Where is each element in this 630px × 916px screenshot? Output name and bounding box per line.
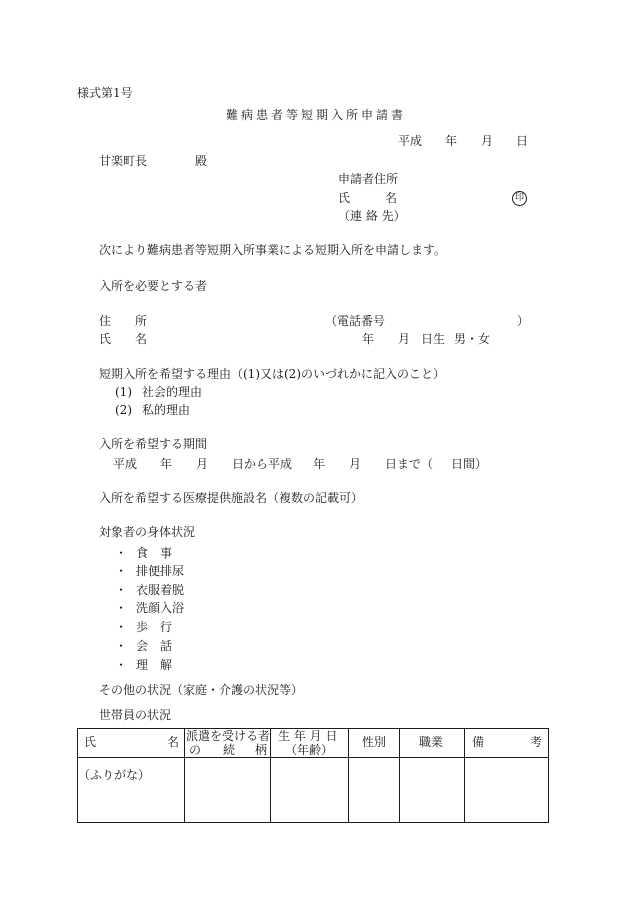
col-relation-header — [185, 729, 271, 758]
period-from-era: 平成 — [113, 457, 138, 471]
household-remarks-cell[interactable] — [465, 758, 549, 823]
physical-heading: 対象者の身体状況 — [99, 525, 196, 539]
period-heading: 入所を希望する期間 — [99, 437, 208, 451]
household-row — [78, 758, 549, 823]
intro-text: 次により難病患者等短期入所事業による短期入所を申請します。 — [99, 243, 447, 257]
reason-option-2-num: (2) — [115, 403, 132, 417]
col-job-label: 職業 — [419, 735, 444, 749]
col-relation-line2b: 続 — [223, 743, 236, 757]
person-address-label-1: 住 — [99, 314, 112, 328]
physical-bullet: ・ — [115, 620, 128, 634]
col-name-label-1: 氏 — [84, 735, 97, 749]
seal-mark: 印 — [512, 191, 527, 206]
period-from-year: 年 — [160, 457, 173, 471]
col-name-header — [78, 729, 185, 758]
period-from-day: 日から平成 — [232, 457, 293, 471]
physical-item-conversation: 会 話 — [136, 639, 173, 653]
reason-heading: 短期入所を希望する理由（(1)又は(2)のいづれかに記入のこと） — [99, 367, 445, 381]
reason-option-1-text: 社会的理由 — [142, 385, 203, 399]
col-relation-line2a: の — [189, 743, 202, 757]
other-heading: その他の状況（家庭・介護の状況等） — [99, 683, 304, 697]
col-name-label-2: 名 — [166, 735, 179, 749]
physical-bullet: ・ — [115, 564, 128, 578]
household-name-cell[interactable] — [78, 758, 185, 823]
form-number: 様式第1号 — [77, 86, 133, 100]
facility-heading: 入所を希望する医療提供施設名（複数の記載可） — [99, 491, 364, 505]
addressee-honorific: 殿 — [195, 154, 208, 168]
period-from-month: 月 — [196, 457, 209, 471]
household-sex-cell[interactable] — [349, 758, 400, 823]
col-sex-header — [349, 729, 400, 758]
physical-item-toileting: 排便排尿 — [136, 564, 185, 578]
household-job-cell[interactable] — [400, 758, 465, 823]
household-table — [77, 728, 549, 823]
household-birth-cell[interactable] — [271, 758, 349, 823]
col-birth-header — [271, 729, 349, 758]
household-heading: 世帯員の状況 — [99, 708, 172, 722]
col-remarks-label-1: 備 — [472, 735, 485, 749]
date-month: 月 — [481, 134, 494, 148]
person-birth-day: 日生 — [421, 332, 446, 346]
addressee-name: 甘楽町長 — [99, 154, 148, 168]
col-job-header — [400, 729, 465, 758]
reason-option-1-num: (1) — [115, 385, 132, 399]
physical-item-walking: 歩 行 — [136, 620, 173, 634]
physical-bullet: ・ — [115, 658, 128, 672]
person-heading: 入所を必要とする者 — [99, 279, 208, 293]
physical-item-bathing: 洗顔入浴 — [136, 601, 185, 615]
physical-bullet: ・ — [115, 583, 128, 597]
col-remarks-header — [465, 729, 549, 758]
physical-bullet: ・ — [115, 639, 128, 653]
physical-bullet: ・ — [115, 546, 128, 560]
person-phone-open: （電話番号 — [325, 314, 386, 328]
physical-item-dressing: 衣服着脱 — [136, 583, 185, 597]
col-sex-label: 性別 — [362, 735, 387, 749]
applicant-address-label: 申請者住所 — [338, 172, 399, 186]
person-birth-year: 年 — [362, 332, 375, 346]
date-year: 年 — [445, 134, 458, 148]
physical-item-comprehension: 理 解 — [136, 658, 173, 672]
person-address-label-2: 所 — [135, 314, 148, 328]
person-phone-close: ） — [517, 314, 530, 328]
person-birth-month: 月 — [398, 332, 411, 346]
period-to-day: 日まで（ — [385, 457, 434, 471]
reason-option-2-text: 私的理由 — [142, 403, 191, 417]
date-day: 日 — [516, 134, 529, 148]
physical-item-eating: 食 事 — [136, 546, 173, 560]
household-relation-cell[interactable] — [185, 758, 271, 823]
applicant-name-label-2: 名 — [385, 191, 398, 205]
col-relation-line2c: 柄 — [255, 743, 268, 757]
applicant-contact-label: （連 絡 先） — [338, 209, 406, 223]
col-remarks-label-2: 考 — [529, 735, 542, 749]
household-header-row — [78, 729, 549, 758]
col-birth-line1: 生 年 月 日 — [278, 729, 338, 743]
person-name-label-1: 氏 — [99, 332, 112, 346]
period-days: 日間） — [451, 457, 488, 471]
period-to-year: 年 — [313, 457, 326, 471]
furigana-label: （ふりがな） — [78, 768, 151, 782]
person-sex: 男・女 — [454, 332, 491, 346]
date-era: 平成 — [398, 134, 423, 148]
period-to-month: 月 — [349, 457, 362, 471]
col-relation-line1: 派遣を受ける者 — [186, 729, 271, 743]
col-birth-line2: （年齢） — [285, 743, 334, 757]
physical-bullet: ・ — [115, 601, 128, 615]
form-title: 難病患者等短期入所申請書 — [226, 108, 407, 122]
applicant-name-label-1: 氏 — [338, 191, 351, 205]
person-name-label-2: 名 — [135, 332, 148, 346]
